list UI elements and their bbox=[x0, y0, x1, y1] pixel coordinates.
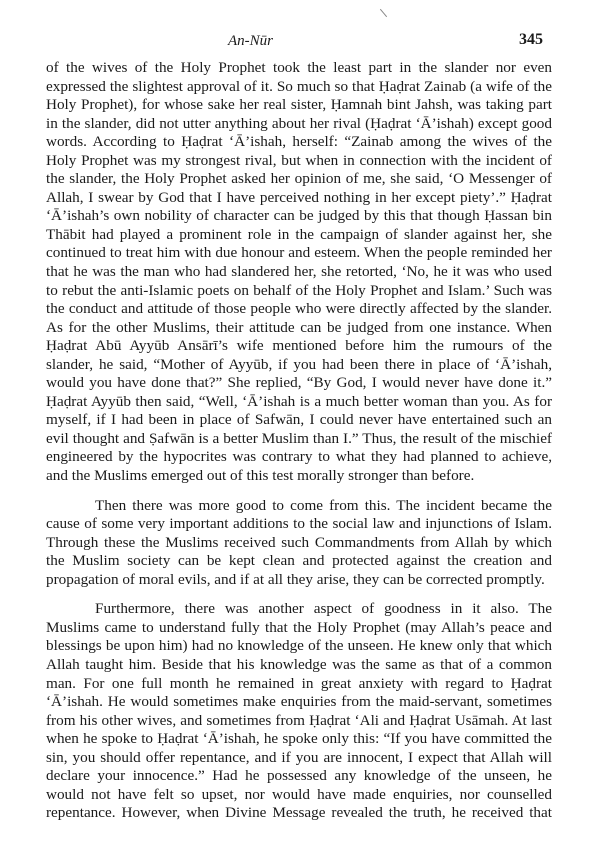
text-line: Ḥaḍrat Ayyūb then said, “Well, ‘Ā’ishah is a much better woman than you. As for bbox=[46, 392, 552, 410]
text-line: from his other wives, and sometimes from Ḥaḍrat ‘Ali and Ḥaḍrat Usāmah. At last bbox=[46, 711, 552, 729]
text-line: Holy Prophet was my strongest rival, but when in connection with the incident of bbox=[46, 151, 552, 169]
text-line: sin, you should offer repentance, and if you are innocent, I expect that Allah will bbox=[46, 748, 552, 766]
text-line: Ḥaḍrat Abū Ayyūb Ansārī’s wife mentioned before him the rumours of the bbox=[46, 337, 552, 355]
text-line: Allah, I swear by God that I have perceived nothing in her except piety’.” Ḥaḍrat bbox=[46, 188, 552, 206]
text-line: slander, he said, “Mother of Ayyūb, if you had been there in place of ‘Ā’ishah, bbox=[46, 355, 552, 373]
paragraph-1 bbox=[46, 59, 552, 486]
text-line: Muslims came to understand fully that the Holy Prophet (may Allah’s peace and bbox=[46, 618, 552, 636]
text-line: As for the other Muslims, their attitude can be judged from one instance. When bbox=[46, 318, 552, 336]
text-line: to rebut the anti-Islamic poets on behalf of the Holy Prophet and Islam.’ Such was bbox=[46, 281, 552, 299]
text-line: the slander, the Holy Prophet asked her opinion of me, she said, ‘O Messenger of bbox=[46, 170, 552, 188]
text-line: man. For one full month he remained in great anxiety with regard to Ḥaḍrat bbox=[46, 674, 552, 692]
text-line: would you have done that?” She replied, “By God, I would never have done it.” bbox=[46, 374, 552, 392]
text-line: continued to treat him with due honour and esteem. When the people reminded her bbox=[46, 244, 552, 262]
text-line: Holy Prophet), for whose sake her real sister, Ḥamnah bint Jahsh, was taking part bbox=[46, 96, 552, 114]
text-line: expressed the slightest approval of it. So much so that Ḥaḍrat Zainab (a wife of the bbox=[46, 77, 552, 95]
paragraph-gap bbox=[46, 486, 552, 497]
text-line: words. According to Ḥaḍrat ‘Ā’ishah, herself: “Zainab among the wives of the bbox=[46, 133, 552, 151]
page-number: 345 bbox=[519, 31, 543, 48]
paragraph-3 bbox=[46, 600, 552, 823]
text-line: declare your innocence.” Had he possessed any knowledge of the unseen, he bbox=[46, 767, 552, 785]
text-line: myself, if I had been in place of Safwān, I could never have entertained such an bbox=[46, 411, 552, 429]
text-line: Through these the Muslims received such Commandments from Allah by which bbox=[46, 533, 552, 551]
scan-mark bbox=[380, 9, 387, 17]
text-line: ‘Ā’ishah’s own nobility of character can be judged by this that though Ḥassan bin bbox=[46, 207, 552, 225]
paragraph-gap bbox=[46, 589, 552, 600]
text-line: Then there was more good to come from this. The incident became the bbox=[95, 496, 552, 514]
text-line: Thābit had played a prominent role in the campaign of slander against her, she bbox=[46, 225, 552, 243]
text-line: engineered by the hypocrites was contrary to what they had planned to achieve, bbox=[46, 448, 552, 466]
text-line: propagation of moral evils, and if at all they arise, they can be corrected promptly. bbox=[46, 570, 545, 588]
text-line: that he was the man who had slandered her, she retorted, ‘No, he it was who used bbox=[46, 263, 552, 281]
text-line: when he spoke to Ḥaḍrat ‘Ā’ishah, he spoke only this: “If you have committed the bbox=[46, 730, 552, 748]
text-line: ‘Ā’ishah. He would sometimes make enquiries from the maid-servant, sometimes bbox=[46, 693, 552, 711]
text-line: Furthermore, there was another aspect of goodness in it also. The bbox=[95, 600, 552, 618]
text-line: repentance. However, when Divine Message revealed the truth, he received that bbox=[46, 804, 552, 822]
text-line: of the wives of the Holy Prophet took the least part in the slander nor even bbox=[46, 59, 552, 76]
text-line: evil thought and Ṣafwān is a better Muslim than I.” Thus, the result of the mischief bbox=[46, 429, 552, 447]
text-line: and the Muslims emerged out of this test morally stronger than before. bbox=[46, 467, 475, 485]
body-text bbox=[46, 59, 552, 823]
text-line: blessings be upon him) had no knowledge of the unseen. He knew only that which bbox=[46, 637, 552, 655]
text-line: the Muslim society can be kept clean and protected against the creation and bbox=[46, 552, 552, 570]
text-line: cause of some very important additions to the social law and injunctions of Islam. bbox=[46, 515, 552, 533]
running-head bbox=[0, 33, 600, 53]
text-line: the conduct and attitude of those people who were directly affected by the slander. bbox=[46, 300, 552, 318]
running-title: An-Nūr bbox=[228, 33, 273, 49]
paragraph-2 bbox=[46, 497, 552, 590]
text-line: Allah taught him. Beside that his knowledge was the same as that of a common bbox=[46, 655, 552, 673]
text-line: would not have felt so upset, nor would have made enquiries, nor counselled bbox=[46, 785, 552, 803]
text-line: in the slander, did not utter anything about her rival (Ḥaḍrat ‘Ā’ishah) except good bbox=[46, 114, 552, 132]
